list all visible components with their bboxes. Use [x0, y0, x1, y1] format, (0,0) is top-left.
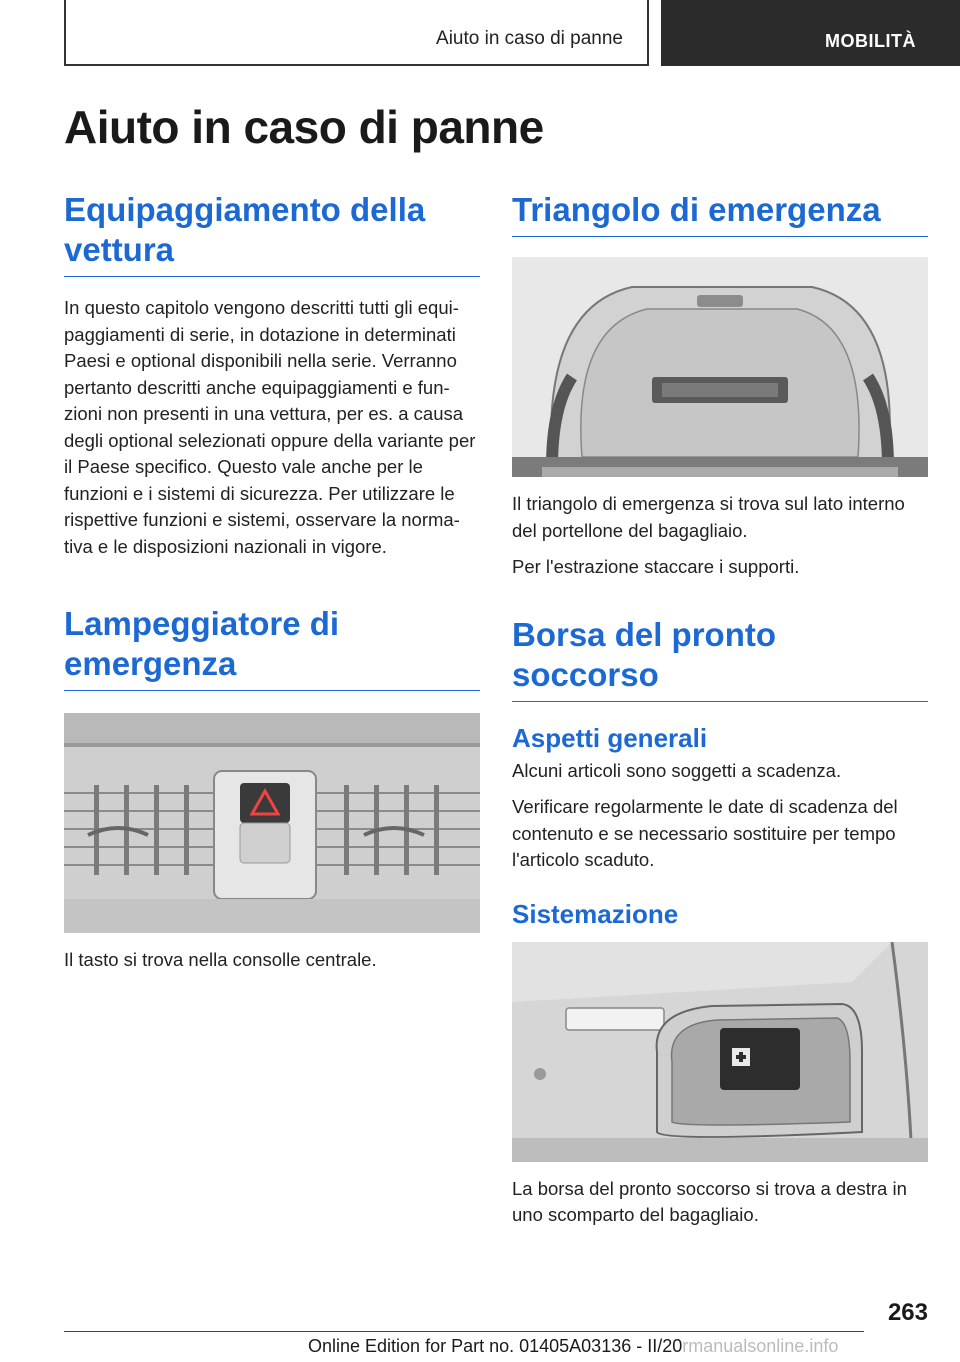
footer-edition — [308, 1336, 838, 1357]
footer-edition-text: Online Edition for Part no. 01405A03136 - II/20 — [308, 1336, 683, 1356]
right-column — [512, 190, 928, 1229]
warning-triangle-figure — [512, 257, 928, 477]
equipment-text: In questo capitolo vengono descritti tutti gli equi-paggiamenti di serie, in dotazione in determinati Paesi e optional disponibili nella serie. Verranno pertanto descritti anche equipaggiamenti e fun-zioni non presenti in una vettura, per es. a causa degli optional selezionati oppure della variante per il Paese specifico. Questo vale anche per le funzioni e i sistemi di sicurezza. Per utilizzare le rispettive funzioni e sistemi, osservare la norma-tiva e le disposizioni nazionali in vigore. — [64, 297, 476, 557]
first-aid-kit-figure — [512, 942, 928, 1162]
hazard-heading: Lampeggiatore di emergenza — [64, 604, 480, 691]
header-section-box — [64, 0, 649, 66]
triangle-text-location: Il triangolo di emergenza si trova sul lato interno del portellone del bagagliaio. — [512, 493, 905, 541]
general-text-expiry: Alcuni articoli sono soggetti a scadenza. — [512, 759, 842, 781]
page-number: 263 — [887, 1299, 928, 1326]
footer-watermark: rmanualsonline.info — [682, 1336, 839, 1356]
general-heading: Aspetti generali — [512, 722, 708, 753]
hazard-button-figure — [64, 713, 480, 933]
header-chapter-title: MOBILITÀ — [825, 31, 916, 51]
triangle-text-removal: Per l'estrazione staccare i supporti. — [512, 556, 800, 577]
general-text-check: Verificare regolarmente le date di scadenza del contenuto e se necessario sostituire per tempo l'articolo scaduto. — [512, 796, 898, 870]
page-title: Aiuto in caso di panne — [64, 101, 544, 153]
storage-heading: Sistemazione — [512, 898, 679, 929]
hazard-caption: Il tasto si trova nella consolle centrale. — [64, 949, 377, 970]
footer-rule — [64, 1331, 864, 1332]
first-aid-heading: Borsa del pronto soccorso — [512, 615, 928, 702]
triangle-heading: Triangolo di emergenza — [512, 190, 928, 237]
left-column — [64, 190, 480, 974]
equipment-heading: Equipaggiamento della vettura — [64, 190, 480, 277]
header-section-title: Aiuto in caso di panne — [436, 28, 623, 49]
header-chapter-box — [661, 0, 960, 66]
storage-caption: La borsa del pronto soccorso si trova a destra in uno scomparto del bagagliaio. — [512, 1177, 907, 1225]
page-header — [64, 0, 960, 66]
